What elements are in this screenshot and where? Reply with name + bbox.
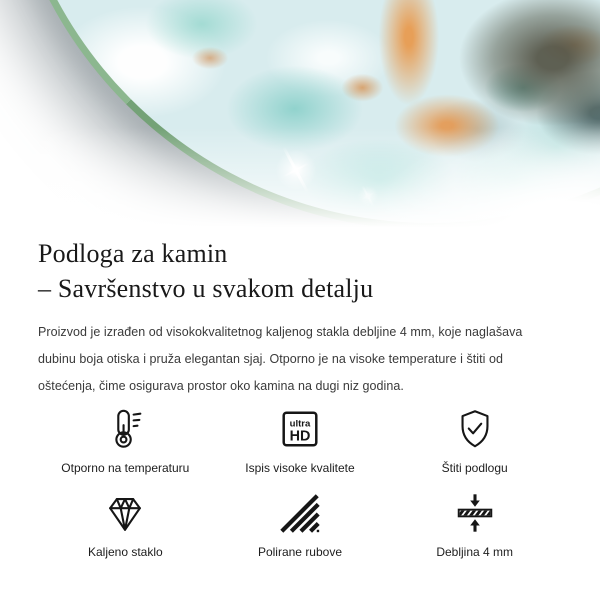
feature-label: Otporno na temperaturu bbox=[61, 461, 190, 475]
image-fade-overlay bbox=[0, 0, 600, 232]
svg-text:HD: HD bbox=[289, 428, 311, 445]
title-line-2: – Savršenstvo u svakom detalju bbox=[38, 274, 374, 303]
page-title bbox=[38, 236, 562, 306]
feature-print-quality bbox=[213, 400, 388, 476]
feature-polished-edges bbox=[213, 484, 388, 560]
ultra-hd-badge-icon bbox=[213, 406, 388, 452]
feature-label: Štiti podlogu bbox=[441, 461, 508, 475]
feature-protection bbox=[387, 400, 562, 476]
product-image bbox=[0, 0, 600, 232]
feature-tempered-glass bbox=[38, 484, 213, 560]
diamond-icon bbox=[38, 490, 213, 536]
feature-label: Polirane rubove bbox=[257, 545, 343, 559]
feature-label: Ispis visoke kvalitete bbox=[245, 461, 355, 475]
feature-label: Debljina 4 mm bbox=[436, 545, 514, 559]
feature-temperature bbox=[38, 400, 213, 476]
feature-label: Kaljeno staklo bbox=[87, 545, 163, 559]
feature-thickness bbox=[387, 484, 562, 560]
shield-check-icon bbox=[387, 406, 562, 452]
product-info-section bbox=[0, 236, 600, 560]
features-grid bbox=[38, 400, 562, 560]
thermometer-icon bbox=[38, 406, 213, 452]
compressed-thickness-icon bbox=[387, 490, 562, 536]
product-description: Proizvod je izrađen od visokokvalitetnog kaljenog stakla debljine 4 mm, koje naglašava dubinu boja otiska i pruža elegantan sjaj. Otporno je na visoke temperature i štiti od oštećenja, čime osigurava prostor oko kamina na dugi niz godina. bbox=[38, 325, 523, 393]
svg-text:ultra: ultra bbox=[289, 418, 311, 430]
title-line-1: Podloga za kamin bbox=[38, 239, 228, 268]
polished-edges-icon bbox=[213, 490, 388, 536]
